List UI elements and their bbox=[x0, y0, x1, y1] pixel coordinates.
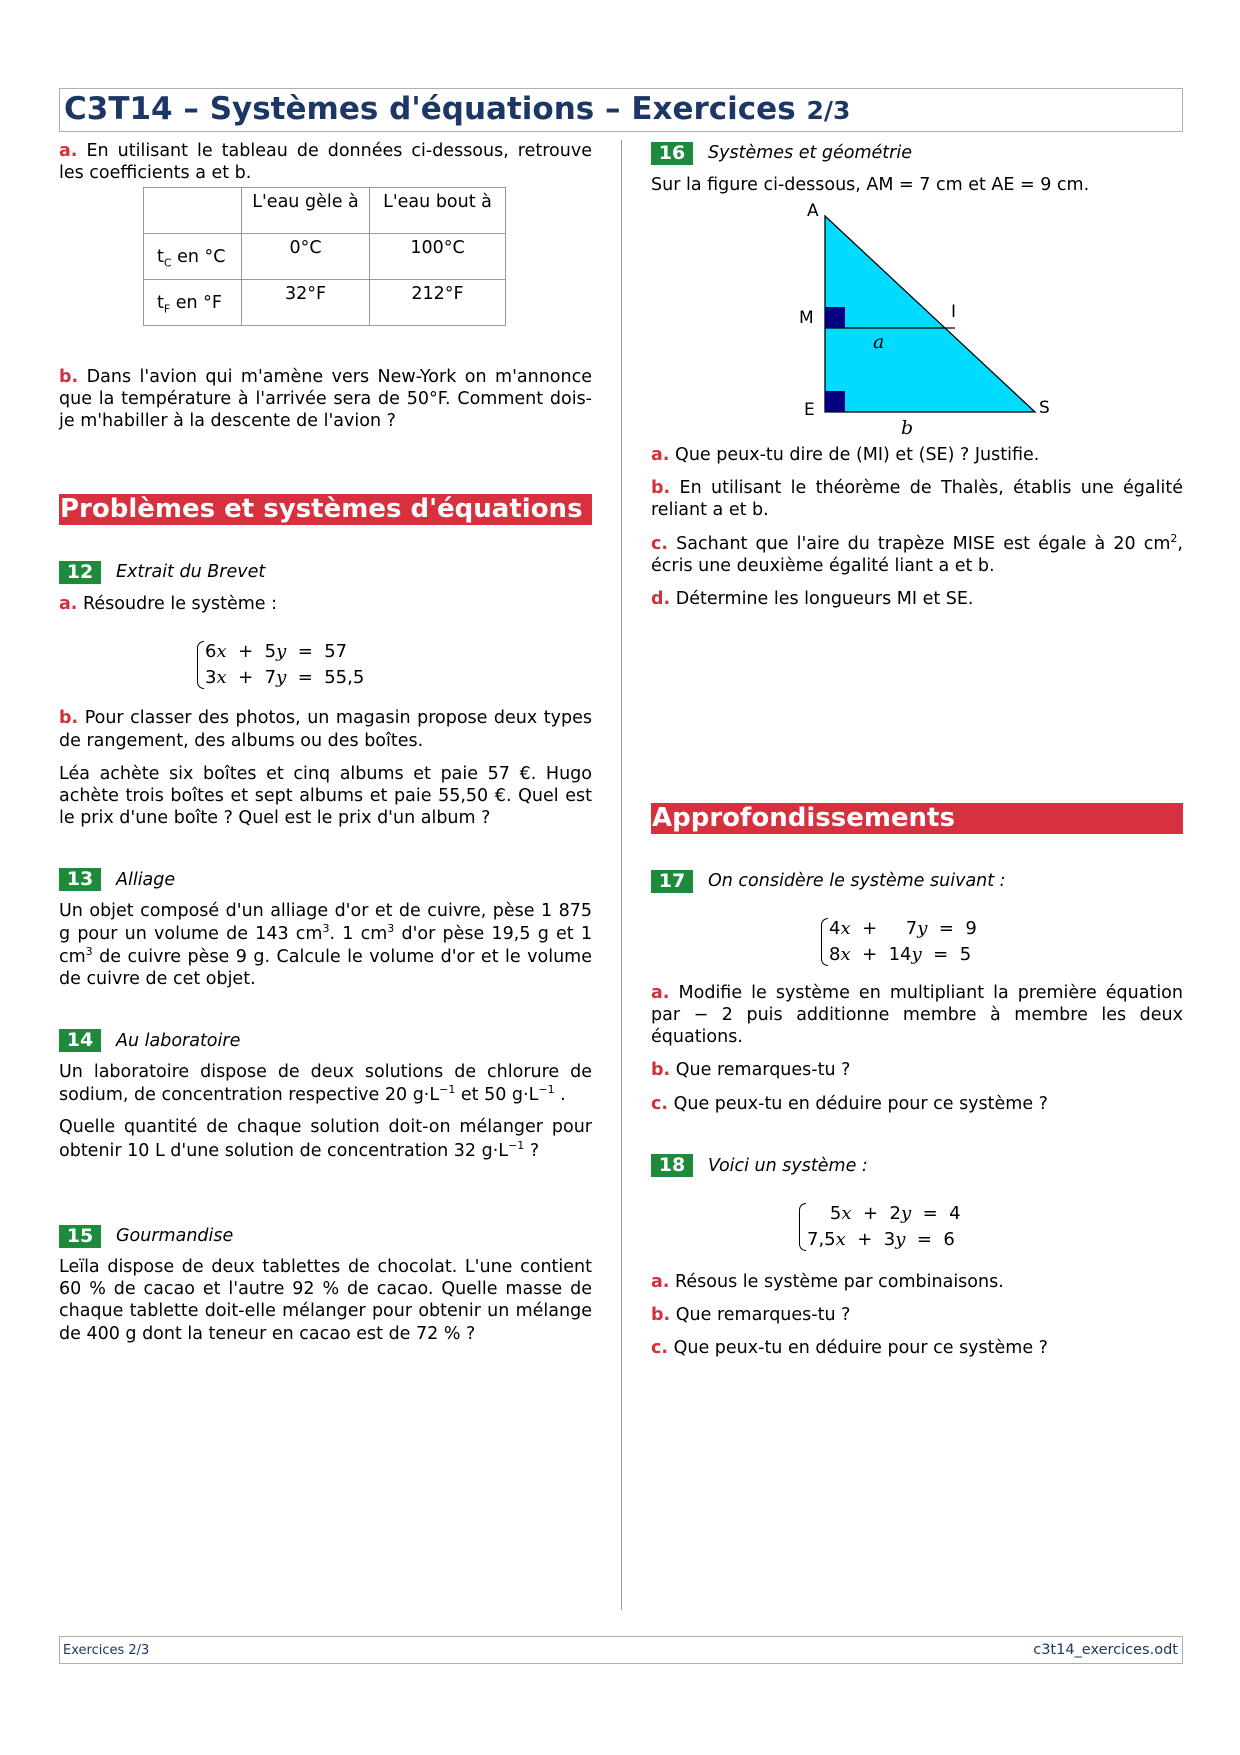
table-cell: 212°F bbox=[370, 280, 506, 326]
ex13-text: Un objet composé d'un alliage d'or et de cuivre, pèse 1 875 g pour un volume de 143 $cm^3$. 1 $cm^3$ d'or pèse 19,5 g et 1 $cm^3$ de cuivre pèse 9 g. Calcule le volume d'or et le volume de cuivre de cet objet. bbox=[59, 900, 593, 989]
exercise-title: Extrait du Brevet bbox=[116, 562, 266, 583]
exercise-title: On considère le système suivant : bbox=[708, 871, 1006, 892]
section-heading: Approfondissements bbox=[651, 803, 1183, 834]
table-header: L'eau gèle à bbox=[242, 188, 370, 234]
equation-row: 3x + 7y = 55,5 bbox=[205, 667, 365, 689]
exercise-title: Voici un système : bbox=[708, 1155, 868, 1176]
temperature-table bbox=[143, 187, 506, 326]
length-label-b: b bbox=[901, 417, 914, 440]
exercise-header bbox=[59, 1223, 592, 1249]
table-header: L'eau bout à bbox=[370, 188, 506, 234]
equation-row: 7,5x + 3y = 6 bbox=[807, 1228, 955, 1250]
ex14-question: Quelle quantité de chaque solution doit-on mélanger pour obtenir 10 L d'une solution de concentration 32 $g\cdot L^{-1}$ ? bbox=[59, 1117, 592, 1161]
table-cell: 32°F bbox=[242, 280, 370, 326]
equation-row: 6x + 5y = 57 bbox=[205, 641, 348, 663]
left-column bbox=[59, 140, 592, 1345]
equation-row: 5x + 2y = 4 bbox=[829, 1202, 961, 1224]
exercise-header bbox=[651, 868, 1183, 894]
equation-row: 4x + 7y = 9 bbox=[829, 918, 977, 940]
triangle-shape bbox=[825, 216, 1035, 412]
ex11-question-a: a. En utilisant le tableau de données ci-dessous, retrouve les coefficients a et b. bbox=[59, 141, 592, 184]
equation-system bbox=[197, 639, 592, 691]
table-cell: 0°C bbox=[242, 234, 370, 280]
point-label-s: S bbox=[1039, 398, 1050, 419]
ex16-question-a: a. Que peux-tu dire de (MI) et (SE) ? Justifie. bbox=[651, 445, 1040, 466]
right-angle-mark-e bbox=[825, 391, 845, 412]
table-empty-cell bbox=[144, 188, 242, 234]
equation-row: 8x + 14y = 5 bbox=[829, 944, 972, 966]
point-label-i: I bbox=[951, 302, 957, 323]
exercise-header bbox=[651, 140, 1183, 166]
exercise-number: 18 bbox=[651, 1154, 693, 1177]
ex16-question-d: d. Détermine les longueurs MI et SE. bbox=[651, 589, 974, 610]
ex15-text: Leïla dispose de deux tablettes de chocolat. L'une contient 60 % de cacao et l'autre 92 % de cacao. Quelle masse de chaque tablette doit-elle mélanger pour obtenir un mélange de 400 g dont la teneur en cacao est de 72 % ? bbox=[59, 1257, 592, 1344]
table-cell: 100°C bbox=[370, 234, 506, 280]
ex12-question-b: b. Pour classer des photos, un magasin propose deux types de rangement, des albums ou des boîtes. bbox=[59, 708, 592, 751]
footer-filename: c3t14_exercices.odt bbox=[1033, 1642, 1178, 1658]
point-label-m: M bbox=[799, 308, 814, 329]
ex12-text: Léa achète six boîtes et cinq albums et paie 57 €. Hugo achète trois boîtes et sept albums et paie 55,50 €. Quel est le prix d'une boîte ? Quel est le prix d'un album ? bbox=[59, 763, 592, 828]
exercise-title: Au laboratoire bbox=[116, 1030, 241, 1051]
exercise-number: 12 bbox=[59, 561, 101, 584]
equation-system bbox=[821, 916, 1183, 968]
exercise-number: 16 bbox=[651, 142, 693, 165]
ex18-question-c: c. Que peux-tu en déduire pour ce système ? bbox=[651, 1337, 1048, 1358]
exercise-header bbox=[651, 1153, 1183, 1179]
ex18-question-a: a. Résous le système par combinaisons. bbox=[651, 1271, 1004, 1292]
ex12-question-a: a. Résoudre le système : bbox=[59, 594, 278, 615]
ex16-intro: Sur la figure ci-dessous, AM = 7 cm et AE = 9 cm. bbox=[651, 175, 1090, 195]
ex14-text: Un laboratoire dispose de deux solutions de chlorure de sodium, de concentration respective 20 $g\cdot L^{-1}$ et 50 $g\cdot L^{-1}$ . bbox=[59, 1061, 592, 1105]
equation-system bbox=[799, 1201, 1183, 1253]
ex11-question-b: b. Dans l'avion qui m'amène vers New-York on m'annonce que la température à l'arrivée sera de 50°F. Comment dois-je m'habiller à la descente de l'avion ? bbox=[59, 367, 592, 432]
column-divider bbox=[621, 140, 622, 1610]
point-label-e: E bbox=[804, 400, 815, 421]
page-number: 2/3 bbox=[806, 96, 851, 125]
page-title: C3T14 – Systèmes d'équations – Exercices 2/3 bbox=[64, 91, 851, 127]
right-angle-mark-m bbox=[825, 307, 845, 328]
exercise-title: Systèmes et géométrie bbox=[708, 142, 912, 163]
page-footer bbox=[59, 1636, 1183, 1664]
exercise-number: 15 bbox=[59, 1225, 101, 1248]
length-label-a: a bbox=[873, 331, 885, 354]
ex16-question-b: b. En utilisant le théorème de Thalès, établis une égalité reliant a et b. bbox=[651, 478, 1183, 521]
ex18-question-b: b. Que remarques-tu ? bbox=[651, 1304, 851, 1325]
triangle-figure bbox=[651, 196, 1183, 444]
exercise-title: Alliage bbox=[116, 869, 176, 890]
exercise-header bbox=[59, 1028, 592, 1054]
footer-left: Exercices 2/3 bbox=[63, 1643, 150, 1658]
exercise-number: 17 bbox=[651, 870, 693, 893]
ex17-question-a: a. Modifie le système en multipliant la première équation par − 2 puis additionne membre à membre les deux équations. bbox=[651, 983, 1183, 1048]
exercise-header bbox=[59, 867, 592, 893]
ex17-question-b: b. Que remarques-tu ? bbox=[651, 1060, 851, 1081]
table-row-label: $t_F$ en °F bbox=[144, 280, 242, 326]
exercise-number: 14 bbox=[59, 1029, 101, 1052]
page-header bbox=[59, 88, 1183, 132]
exercise-number: 13 bbox=[59, 868, 101, 891]
exercise-title: Gourmandise bbox=[116, 1226, 234, 1247]
ex17-question-c: c. Que peux-tu en déduire pour ce système ? bbox=[651, 1093, 1048, 1114]
ex16-question-c: c. Sachant que l'aire du trapèze MISE est égale à 20 $cm^2$, écris une deuxième égalité liant a et b. bbox=[651, 532, 1183, 577]
point-label-a: A bbox=[807, 201, 819, 222]
exercise-header bbox=[59, 559, 592, 585]
right-column bbox=[651, 140, 1183, 1359]
section-heading: Problèmes et systèmes d'équations bbox=[59, 494, 592, 525]
table-row-label: $t_C$ en °C bbox=[144, 234, 242, 280]
